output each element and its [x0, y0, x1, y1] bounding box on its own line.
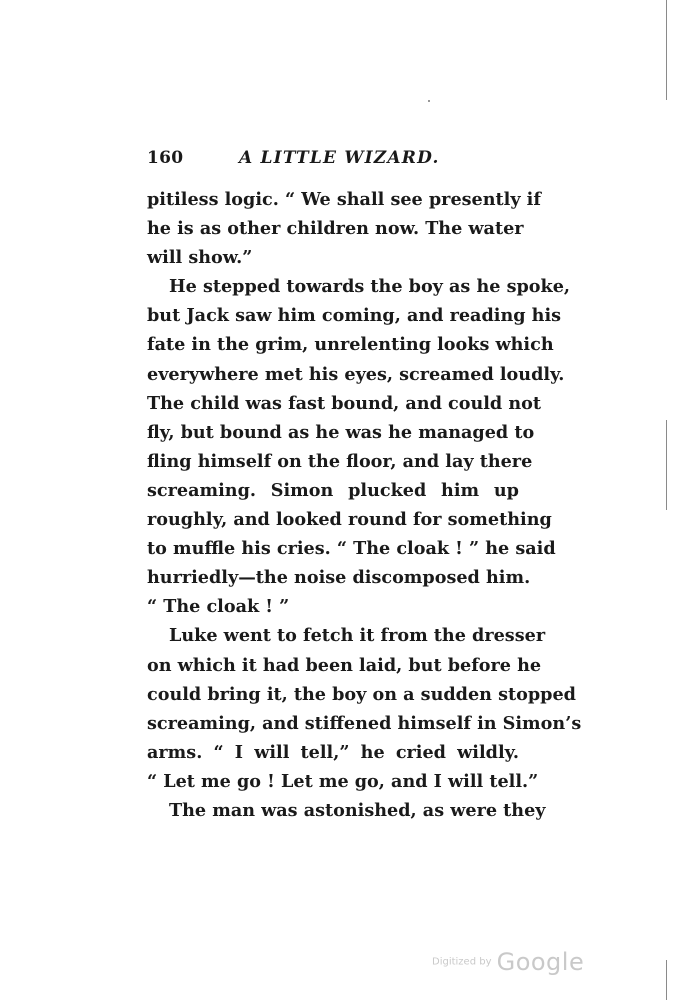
- page-edge-line: [666, 420, 667, 510]
- text-line: hurriedly—the noise discomposed him.: [147, 567, 531, 589]
- text-line: “ Let me go ! Let me go, and I will tell.”: [147, 770, 539, 792]
- page-number: 160: [147, 148, 184, 168]
- text-line: The man was astonished, as were they: [169, 799, 546, 821]
- text-line: he is as other children now. The water: [147, 218, 524, 240]
- text-line: but Jack saw him coming, and reading his: [147, 305, 562, 327]
- text-line: arms. “ I will tell,” he cried wildly.: [147, 741, 519, 763]
- text-line: pitiless logic. “ We shall see presently if: [147, 189, 541, 210]
- digitization-watermark: [432, 948, 584, 976]
- text-line: roughly, and looked round for something: [147, 509, 552, 531]
- text-line: fly, but bound as he was he managed to: [147, 421, 535, 443]
- text-line: on which it had been laid, but before he: [147, 654, 542, 676]
- text-line: fling himself on the floor, and lay there: [147, 450, 533, 472]
- running-title: A LITTLE WIZARD.: [239, 148, 440, 168]
- watermark-prefix: Digitized by: [432, 956, 492, 968]
- text-line: will show.”: [147, 247, 253, 269]
- text-line: He stepped towards the boy as he spoke,: [169, 276, 571, 298]
- page-edge-line: [666, 0, 667, 100]
- print-speck: [428, 100, 430, 102]
- text-line: everywhere met his eyes, screamed loudly.: [147, 363, 565, 385]
- text-line: screaming. Simon plucked him up: [147, 479, 519, 501]
- body-text: [147, 185, 582, 825]
- text-line: to muffle his cries. “ The cloak ! ” he said: [147, 538, 556, 560]
- text-line: fate in the grim, unrelenting looks which: [147, 334, 554, 356]
- page-edge-line: [666, 960, 667, 1000]
- text-line: The child was fast bound, and could not: [147, 392, 541, 414]
- text-line: screaming, and stiffened himself in Simon’s: [147, 712, 582, 734]
- text-line: Luke went to fetch it from the dresser: [169, 625, 546, 647]
- text-line: “ The cloak ! ”: [147, 596, 290, 618]
- text-line: could bring it, the boy on a sudden stopped: [147, 683, 576, 705]
- google-logo: Google: [496, 948, 585, 976]
